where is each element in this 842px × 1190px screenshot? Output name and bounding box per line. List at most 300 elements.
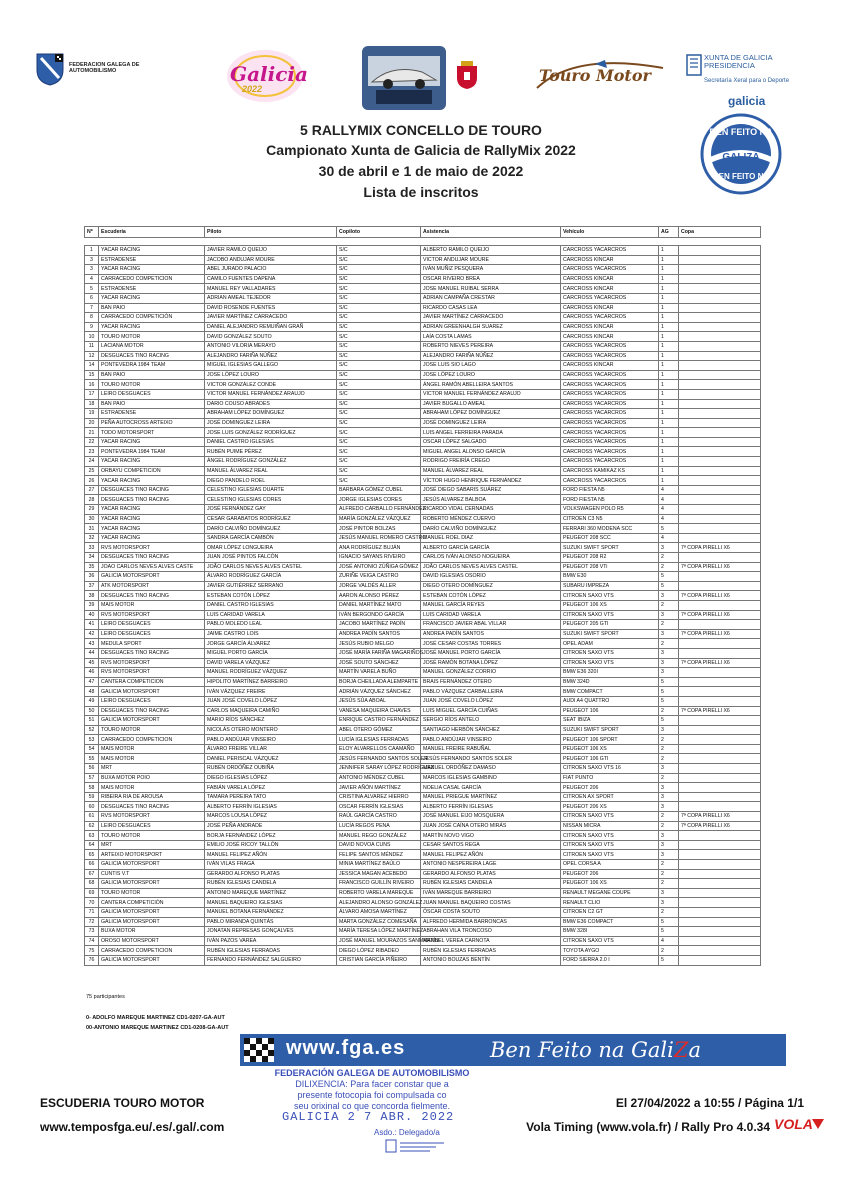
note-line: 0- ADOLFO MAREQUE MARTINEZ CD1-0207-GA-AUT — [86, 1015, 225, 1021]
entry-number: 20 — [85, 418, 99, 428]
assistance-cell: VÍCTOR HUGO HENRIQUE FERNÁNDEZ — [421, 476, 561, 486]
vehicle-cell: CARCROSS KAMIKAZ KS — [561, 466, 659, 476]
entry-number: 47 — [85, 677, 99, 687]
driver-cell: RUBÉN PUIME PÉREZ — [205, 447, 337, 457]
group-cell: 3 — [659, 629, 679, 639]
cup-cell — [679, 907, 761, 917]
cup-cell — [679, 485, 761, 495]
cup-cell — [679, 418, 761, 428]
team-cell: ATK MOTORSPORT — [99, 581, 205, 591]
driver-cell: ABRAHAM LÓPEZ DOMÍNGUEZ — [205, 409, 337, 419]
table-row — [85, 783, 761, 793]
touro-motor-logo — [535, 58, 665, 94]
cup-cell — [679, 898, 761, 908]
codriver-cell: S/C — [337, 313, 421, 323]
table-row — [85, 850, 761, 860]
driver-cell: NICOLÁS OTERO MONTERO — [205, 725, 337, 735]
entry-number: 32 — [85, 533, 99, 543]
table-row — [85, 917, 761, 927]
seal-bottom-text: BEN FEITO NA — [712, 172, 770, 181]
driver-cell: DARÍO CALVIÑO DOMÍNGUEZ — [205, 524, 337, 534]
group-cell: 4 — [659, 514, 679, 524]
assistance-cell: LUIS MIGUEL GARCÍA CUIÑAS — [421, 706, 561, 716]
table-row — [85, 380, 761, 390]
driver-cell: PABLO ANDÚJAR VINSEIRO — [205, 735, 337, 745]
driver-cell: ÁLVARO FREIRE VILLAR — [205, 744, 337, 754]
galicia-shield-icon — [35, 52, 65, 86]
codriver-cell: ANDREA PADÍN SANTOS — [337, 629, 421, 639]
codriver-cell: S/C — [337, 409, 421, 419]
driver-cell: JUAN JOSÉ COVELO LÓPEZ — [205, 696, 337, 706]
codriver-cell: DANIEL MARTÍNEZ MATO — [337, 600, 421, 610]
cup-cell — [679, 754, 761, 764]
entry-number: 7 — [85, 303, 99, 313]
entry-number: 31 — [85, 524, 99, 534]
assistance-cell: BRAIS FERNÁNDEZ OTERO — [421, 677, 561, 687]
assistance-cell: MANUEL FREIRE RABUÑAL — [421, 744, 561, 754]
table-row — [85, 936, 761, 946]
cup-cell — [679, 437, 761, 447]
driver-cell: ÁLVARO RODRÍGUEZ GARCÍA — [205, 572, 337, 582]
xunta-line1: XUNTA DE GALICIA — [704, 53, 773, 62]
codriver-cell: BORJA CHEILLADA ALEMPARTE — [337, 677, 421, 687]
assistance-cell: GERARDO ALFONSO PLATAS — [421, 869, 561, 879]
column-header: Piloto — [205, 227, 337, 238]
entry-number: 73 — [85, 927, 99, 937]
vehicle-cell: PEUGEOT 206 — [561, 783, 659, 793]
table-body — [85, 238, 761, 966]
vehicle-cell: CITROEN SAXO VTS — [561, 840, 659, 850]
cup-cell — [679, 293, 761, 303]
table-row — [85, 792, 761, 802]
assistance-cell: ANDREA PADÍN SANTOS — [421, 629, 561, 639]
driver-cell: ALBERTO FERRÍN IGLESIAS — [205, 802, 337, 812]
vehicle-cell: PEUGEOT 106 XS — [561, 600, 659, 610]
team-cell: RIBEIRA RIA DE AROUSA — [99, 792, 205, 802]
table-row — [85, 639, 761, 649]
driver-cell: ALEJANDRO FARIÑA NÚÑEZ — [205, 351, 337, 361]
spacer-cell — [337, 238, 421, 246]
cup-cell — [679, 303, 761, 313]
table-row — [85, 399, 761, 409]
table-row — [85, 437, 761, 447]
vehicle-cell: CARCROSS YACARCROS — [561, 437, 659, 447]
entry-number: 6 — [85, 293, 99, 303]
team-cell: JOAO CARLOS NEVES ALVES CASTE — [99, 562, 205, 572]
group-cell: 2 — [659, 706, 679, 716]
vehicle-cell: CARCROSS KINCAR — [561, 322, 659, 332]
table-row — [85, 246, 761, 256]
banner-slogan — [490, 1038, 701, 1062]
team-cell: DESGUACES TINO RACING — [99, 553, 205, 563]
vehicle-cell: CITROEN SAXO VTS — [561, 658, 659, 668]
logo-row — [0, 40, 842, 120]
table-row — [85, 879, 761, 889]
table-row — [85, 370, 761, 380]
galicia-brand-word: galicia — [728, 94, 766, 108]
group-cell: 1 — [659, 284, 679, 294]
driver-cell: IVÁN PAZOS VAREA — [205, 936, 337, 946]
driver-cell: JOSÉ DOMINGUEZ LEIRA — [205, 418, 337, 428]
group-cell: 3 — [659, 668, 679, 678]
vehicle-cell: PEUGEOT 106 XS — [561, 744, 659, 754]
assistance-cell: MIGUEL ANGEL ALONSO GARCÍA — [421, 447, 561, 457]
assistance-cell: JUAN JOSÉ CAÍNA OTERO MIRÁS — [421, 821, 561, 831]
team-cell: CARRACEDO COMPETICION — [99, 274, 205, 284]
codriver-cell: S/C — [337, 380, 421, 390]
codriver-cell: MARTÍN VARELA BUÑO — [337, 668, 421, 678]
driver-cell: CELESTINO IGLESIAS DUARTE — [205, 485, 337, 495]
entry-number: 5 — [85, 284, 99, 294]
cup-cell — [679, 620, 761, 630]
column-header: Vehículo — [561, 227, 659, 238]
group-cell: 5 — [659, 677, 679, 687]
cup-cell: 7ª COPA PIRELLI X6 — [679, 591, 761, 601]
team-cell: YACAR RACING — [99, 322, 205, 332]
entry-number: 60 — [85, 802, 99, 812]
assistance-cell: JUAN JOSÉ COVELO LÓPEZ — [421, 696, 561, 706]
group-cell: 5 — [659, 955, 679, 965]
table-row — [85, 658, 761, 668]
assistance-cell: RICARDO VIDAL CERNADAS — [421, 505, 561, 515]
codriver-cell: ANA RODRÍGUEZ BUJÁN — [337, 543, 421, 553]
group-cell: 5 — [659, 687, 679, 697]
team-cell: TOURO MOTOR — [99, 831, 205, 841]
assistance-cell: MANUEL GARCÍA REYES — [421, 600, 561, 610]
cup-cell — [679, 936, 761, 946]
team-cell: DESGUACES TINO RACING — [99, 648, 205, 658]
codriver-cell: S/C — [337, 284, 421, 294]
driver-cell: JAVIER GUTIÉRREZ SERRANO — [205, 581, 337, 591]
footer-website-link[interactable]: www.temposfga.eu/.es/.gal/.com — [40, 1120, 225, 1134]
codriver-cell: ADRIÁN VÁZQUEZ SÁNCHEZ — [337, 687, 421, 697]
vehicle-cell: CARCROSS YACARCROS — [561, 447, 659, 457]
driver-cell: PABLO MOLEDO LEAL — [205, 620, 337, 630]
assistance-cell: ALFREDO HERMIDA BARRONCAS — [421, 917, 561, 927]
assistance-cell: JOSÉ MANUEL PORTO GARCÍA — [421, 648, 561, 658]
group-cell: 5 — [659, 716, 679, 726]
vehicle-cell: PEUGEOT 208 VTi — [561, 562, 659, 572]
entry-number: 69 — [85, 888, 99, 898]
team-cell: MAIS MOTOR — [99, 783, 205, 793]
table-row — [85, 840, 761, 850]
footer-organizer: ESCUDERIA TOURO MOTOR — [40, 1096, 205, 1110]
group-cell: 1 — [659, 409, 679, 419]
cup-cell — [679, 696, 761, 706]
entry-number: 9 — [85, 322, 99, 332]
table-row — [85, 389, 761, 399]
codriver-cell: IGNACIO SAYANS RIVEIRO — [337, 553, 421, 563]
championship-subtitle: Campionato Xunta de Galicia de RallyMix 2022 — [266, 142, 576, 158]
cup-cell — [679, 860, 761, 870]
table-row — [85, 898, 761, 908]
assistance-cell: SERGIO RÍOS ANTELO — [421, 716, 561, 726]
table-row — [85, 514, 761, 524]
team-cell: TOURO MOTOR — [99, 332, 205, 342]
assistance-cell: JAVIER MARTÍNEZ CARRACEDO — [421, 313, 561, 323]
codriver-cell: JENNIFER SARAY LÓPEZ RODRÍGUEZ — [337, 764, 421, 774]
slogan-part: Ben Feito na Gali — [490, 1038, 674, 1062]
vehicle-cell: RENAULT MEGANE COUPE — [561, 888, 659, 898]
vehicle-cell: PEUGEOT 208 SCC — [561, 533, 659, 543]
assistance-cell: FRANCISCO JAVIER ABAL VILLAR — [421, 620, 561, 630]
codriver-cell: JORGE VALDÉS ALLER — [337, 581, 421, 591]
vehicle-cell: CARCROSS YACARCROS — [561, 389, 659, 399]
cup-cell — [679, 716, 761, 726]
entry-number: 15 — [85, 370, 99, 380]
cup-cell — [679, 246, 761, 256]
entry-number: 16 — [85, 380, 99, 390]
group-cell: 1 — [659, 380, 679, 390]
table-row — [85, 773, 761, 783]
fga-logo-text: FEDERACION GALEGA DE AUTOMOBILISMO — [69, 62, 140, 74]
table-row — [85, 543, 761, 553]
table-row — [85, 457, 761, 467]
cup-cell — [679, 476, 761, 486]
vehicle-cell: CARCROSS YACARCROS — [561, 341, 659, 351]
cup-cell: 7ª COPA PIRELLI X6 — [679, 543, 761, 553]
cup-cell — [679, 831, 761, 841]
table-row — [85, 322, 761, 332]
driver-cell: MANUEL BOTANA FERNÁNDEZ — [205, 907, 337, 917]
vehicle-cell: CARCROSS KINCAR — [561, 303, 659, 313]
cup-cell — [679, 581, 761, 591]
team-cell: GALICIA MOTORSPORT — [99, 917, 205, 927]
codriver-cell: JESÚS FERNANDO SANTOS SOLER — [337, 754, 421, 764]
group-cell: 1 — [659, 341, 679, 351]
group-cell: 5 — [659, 917, 679, 927]
codriver-cell: BARBARA GÓMEZ CUBEL — [337, 485, 421, 495]
group-cell: 2 — [659, 562, 679, 572]
stamp-date: GALICIA 2 7 ABR. 2022 — [282, 1110, 455, 1124]
driver-cell: VICTOR MANUEL FERNÁNDEZ ARAUJO — [205, 389, 337, 399]
team-cell: ESTRADENSE — [99, 409, 205, 419]
codriver-cell: RAÚL GARCÍA CASTRO — [337, 812, 421, 822]
xunta-line3: Secretaría Xeral para o Deporte — [704, 78, 790, 84]
entry-number: 75 — [85, 946, 99, 956]
xunta-galicia-logo — [686, 50, 796, 110]
team-cell: ESTRADENSE — [99, 255, 205, 265]
table-row — [85, 696, 761, 706]
cup-cell — [679, 600, 761, 610]
spacer-cell — [659, 238, 679, 246]
codriver-cell: JESÚS MANUEL ROMERO CASTRO — [337, 533, 421, 543]
team-cell: GALICIA MOTORSPORT — [99, 572, 205, 582]
table-row — [85, 591, 761, 601]
group-cell: 1 — [659, 274, 679, 284]
entry-number: 52 — [85, 725, 99, 735]
assistance-cell: CESAR SANTOS REGA — [421, 840, 561, 850]
entry-number: 66 — [85, 860, 99, 870]
team-cell: RVS MOTORSPORT — [99, 610, 205, 620]
team-cell: ESTRADENSE — [99, 284, 205, 294]
team-cell: LEIRO DESGUACES — [99, 620, 205, 630]
table-row — [85, 418, 761, 428]
codriver-cell: MARÍA GONZÁLEZ VÁZQUEZ — [337, 514, 421, 524]
team-cell: YACAR RACING — [99, 265, 205, 275]
vehicle-cell: VOLKSWAGEN POLO R5 — [561, 505, 659, 515]
fga-stamp-logo-icon — [386, 1138, 446, 1154]
cup-cell — [679, 399, 761, 409]
assistance-cell: ALBERTO RAMILO QUEIJO — [421, 246, 561, 256]
assistance-cell: JOSÉ MANUEL EIJO MOSQUERA — [421, 812, 561, 822]
table-row — [85, 428, 761, 438]
entry-number: 34 — [85, 553, 99, 563]
codriver-cell: LUCÍA IGLESIAS FERRADAS — [337, 735, 421, 745]
assistance-cell: RICARDO CASAS LEA — [421, 303, 561, 313]
table-row — [85, 677, 761, 687]
entry-number: 8 — [85, 313, 99, 323]
entry-number: 26 — [85, 476, 99, 486]
entry-number: 53 — [85, 735, 99, 745]
vehicle-cell: CARCROSS YACARCROS — [561, 409, 659, 419]
column-header: Nº — [85, 227, 99, 238]
group-cell: 1 — [659, 389, 679, 399]
codriver-cell: S/C — [337, 399, 421, 409]
assistance-cell: DAVID IGLESIAS OSORIO — [421, 572, 561, 582]
team-cell: YACAR RACING — [99, 514, 205, 524]
vehicle-cell: BMW E30 — [561, 572, 659, 582]
group-cell: 4 — [659, 485, 679, 495]
team-cell: TODO MOTORSPORT — [99, 428, 205, 438]
group-cell: 3 — [659, 543, 679, 553]
team-cell: YACAR RACING — [99, 505, 205, 515]
table-row — [85, 505, 761, 515]
cup-cell — [679, 850, 761, 860]
entry-number: 48 — [85, 687, 99, 697]
vehicle-cell: CARCROSS YACARCROS — [561, 399, 659, 409]
group-cell: 1 — [659, 437, 679, 447]
driver-cell: ANTONIO MAREQUE MARTÍNEZ — [205, 888, 337, 898]
entry-number: 42 — [85, 629, 99, 639]
column-header: Escudería — [99, 227, 205, 238]
table-row — [85, 581, 761, 591]
assistance-cell: ANTONIO NESPEREIRA LAGE — [421, 860, 561, 870]
table-spacer-row — [85, 238, 761, 246]
table-row — [85, 265, 761, 275]
entry-number: 3 — [85, 255, 99, 265]
vola-logo — [774, 1116, 824, 1134]
driver-cell: RUBÉN IGLESIAS CANDELA — [205, 879, 337, 889]
codriver-cell: MANUEL REGO GONZÁLEZ — [337, 831, 421, 841]
driver-cell: ÁNGEL RODRÍGUEZ GONZÁLEZ — [205, 457, 337, 467]
codriver-cell: FRANCISCO GUILLÍN RIVEIRO — [337, 879, 421, 889]
vehicle-cell: PEUGEOT 106 SPORT — [561, 735, 659, 745]
assistance-cell: NOELIA CASAL GARCÍA — [421, 783, 561, 793]
codriver-cell: ALFREDO CARBALLO FERNÁNDEZ — [337, 505, 421, 515]
cup-cell — [679, 744, 761, 754]
driver-cell: MARCOS LOUSA LÓPEZ — [205, 812, 337, 822]
assistance-cell: JESÚS FERNANDO SANTOS SOLER — [421, 754, 561, 764]
driver-cell: OMAR LÓPEZ LONGUEIRA — [205, 543, 337, 553]
table-row — [85, 725, 761, 735]
vehicle-cell: BMW 328I — [561, 927, 659, 937]
table-row — [85, 716, 761, 726]
group-cell: 3 — [659, 850, 679, 860]
codriver-cell: S/C — [337, 255, 421, 265]
driver-cell: JAVIER RAMILO QUEIJO — [205, 246, 337, 256]
team-cell: CANTERA COMPETICION — [99, 677, 205, 687]
team-cell: ARTEIXO MOTORSPORT — [99, 850, 205, 860]
group-cell: 1 — [659, 428, 679, 438]
assistance-cell: MARTÍN NOVO VIGO — [421, 831, 561, 841]
group-cell: 2 — [659, 907, 679, 917]
driver-cell: IVÁN VILAS FRAGA — [205, 860, 337, 870]
driver-cell: EMILIO JOSÉ RICOY TALLÓN — [205, 840, 337, 850]
driver-cell: PABLO MIRANDA QUINTÁS — [205, 917, 337, 927]
team-cell: YACAR RACING — [99, 437, 205, 447]
vola-chevron-icon — [812, 1119, 824, 1131]
assistance-cell: ADRIAN GREENHALGH SUAREZ — [421, 322, 561, 332]
codriver-cell: S/C — [337, 418, 421, 428]
codriver-cell: JAVIER AÑÓN MARTÍNEZ — [337, 783, 421, 793]
entry-number: 4 — [85, 274, 99, 284]
concello-crest-icon — [455, 60, 479, 90]
document-header — [0, 122, 842, 203]
entry-number: 65 — [85, 850, 99, 860]
team-cell: TOURO MOTOR — [99, 380, 205, 390]
codriver-cell: ÁLVARO AMOSA MARTÍNEZ — [337, 907, 421, 917]
assistance-cell: JOSE LÓPEZ LOURO — [421, 370, 561, 380]
cup-cell — [679, 946, 761, 956]
group-cell: 3 — [659, 840, 679, 850]
spacer-cell — [561, 238, 659, 246]
assistance-cell: SANTIAGO HERBÓN SÁNCHEZ — [421, 725, 561, 735]
assistance-cell: JOSÉ DOMINGUEZ LEIRA — [421, 418, 561, 428]
table-row — [85, 447, 761, 457]
entry-number: 51 — [85, 716, 99, 726]
footer-timestamp: El 27/04/2022 a 10:55 / Página 1/1 — [615, 1096, 804, 1110]
group-cell: 3 — [659, 610, 679, 620]
entry-number: 37 — [85, 581, 99, 591]
team-cell: YACAR RACING — [99, 246, 205, 256]
vehicle-cell: CARCROSS YACARCROS — [561, 476, 659, 486]
codriver-cell: ROBERTO VARELA MAREQUE — [337, 888, 421, 898]
driver-cell: ABEL JURADO PALACIO — [205, 265, 337, 275]
codriver-cell: DIEGO LÓPEZ RIBADEO — [337, 946, 421, 956]
table-row — [85, 620, 761, 630]
driver-cell: MIGUEL PORTO GARCÍA — [205, 648, 337, 658]
table-row — [85, 648, 761, 658]
vehicle-cell: CITROEN SAXO VTS — [561, 812, 659, 822]
assistance-cell: JUAN MANUEL BAQUEIRO COSTAS — [421, 898, 561, 908]
driver-cell: SANDRA GARCÍA CAMBÓN — [205, 533, 337, 543]
fga-url[interactable]: www.fga.es — [286, 1037, 406, 1059]
driver-cell: MANUEL RODRÍGUEZ VÁZQUEZ — [205, 668, 337, 678]
cup-cell — [679, 773, 761, 783]
checkered-flag-icon — [244, 1038, 274, 1062]
group-cell: 1 — [659, 466, 679, 476]
vehicle-cell: CARCROSS KINCAR — [561, 332, 659, 342]
table-row — [85, 485, 761, 495]
codriver-cell: S/C — [337, 370, 421, 380]
xunta-line2: PRESIDENCIA — [704, 61, 755, 70]
entry-number: 62 — [85, 821, 99, 831]
entry-number: 3 — [85, 265, 99, 275]
cup-cell — [679, 255, 761, 265]
table-row — [85, 668, 761, 678]
list-title: Lista de inscritos — [363, 184, 479, 200]
assistance-cell: OSCAR RIVEIRO BREA — [421, 274, 561, 284]
vehicle-cell: OPEL CORSA A — [561, 860, 659, 870]
entry-number: 22 — [85, 437, 99, 447]
team-cell: BAN PAIO — [99, 370, 205, 380]
codriver-cell: AARON ALONSO PÉREZ — [337, 591, 421, 601]
assistance-cell: MANUEL GONZÁLEZ CORRIO — [421, 668, 561, 678]
entry-number: 21 — [85, 428, 99, 438]
table-row — [85, 255, 761, 265]
assistance-cell: JOSÉ RAMÓN BOTANA LÓPEZ — [421, 658, 561, 668]
